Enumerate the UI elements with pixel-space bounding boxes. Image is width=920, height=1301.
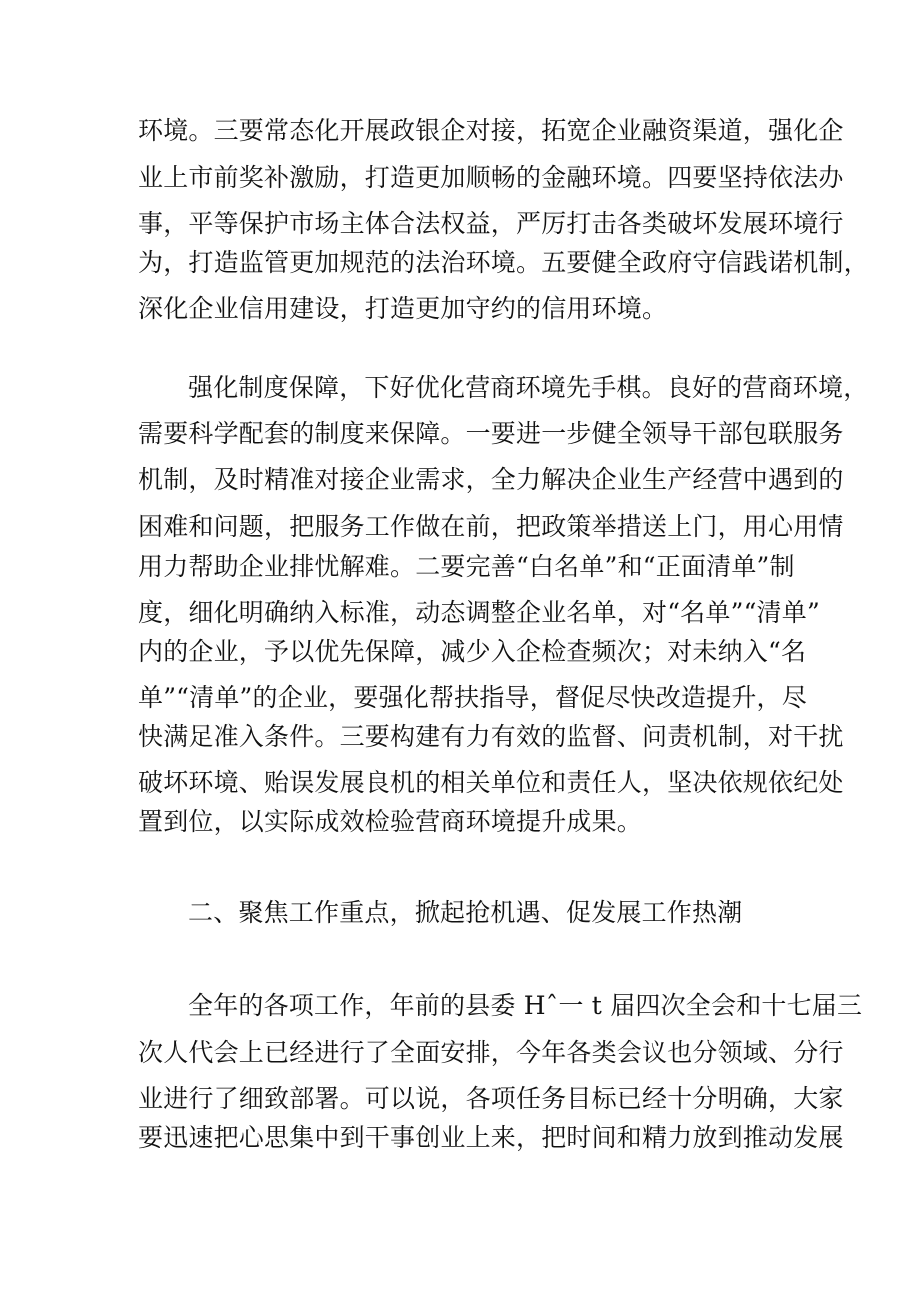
paragraph-1-line-4: 为，打造监管更加规范的法治环境。五要健全政府守信践诺机制， bbox=[138, 248, 869, 277]
paragraph-1-line-2: 业上市前奖补激励，打造更加顺畅的金融环境。四要坚持依法办 bbox=[138, 163, 844, 192]
paragraph-2-line-5: 用力帮助企业排忧解难。二要完善“白名单”和“正面清单”制 bbox=[138, 552, 795, 581]
paragraph-1-line-1: 环境。三要常态化开展政银企对接，拓宽企业融资渠道，强化企 bbox=[138, 116, 844, 145]
paragraph-2-line-4: 困难和问题，把服务工作做在前，把政策举措送上门，用心用情 bbox=[138, 512, 844, 541]
section-heading: 二、聚焦工作重点，掀起抢机遇、促发展工作热潮 bbox=[188, 898, 743, 927]
paragraph-1-line-3: 事，平等保护市场主体合法权益，严厉打击各类破坏发展环境行 bbox=[138, 209, 844, 238]
paragraph-3-line-1: 全年的各项工作，年前的县委 Hˆ一 t 届四次全会和十七届三 bbox=[188, 991, 863, 1020]
paragraph-2-line-1: 强化制度保障，下好优化营商环境先手棋。良好的营商环境， bbox=[188, 373, 869, 402]
paragraph-2-line-7: 内的企业，予以优先保障，减少入企检查频次；对未纳入“名 bbox=[138, 637, 807, 666]
paragraph-2-line-3: 机制，及时精准对接企业需求，全力解决企业生产经营中遇到的 bbox=[138, 465, 844, 494]
paragraph-3-line-3: 业进行了细致部署。可以说，各项任务目标已经十分明确，大家 bbox=[138, 1084, 844, 1113]
paragraph-2-line-9: 快满足准入条件。三要构建有力有效的监督、问责机制，对干扰 bbox=[138, 722, 844, 751]
paragraph-2-line-11: 置到位，以实际成效检验营商环境提升成果。 bbox=[138, 807, 643, 836]
paragraph-1-line-5: 深化企业信用建设，打造更加守约的信用环境。 bbox=[138, 294, 668, 323]
paragraph-2-line-8: 单”“清单”的企业，要强化帮扶指导，督促尽快改造提升，尽 bbox=[138, 683, 807, 712]
paragraph-2-line-6: 度，细化明确纳入标准，动态调整企业名单，对“名单”“清单” bbox=[138, 598, 820, 627]
paragraph-3-line-4: 要迅速把心思集中到干事创业上来，把时间和精力放到推动发展 bbox=[138, 1123, 844, 1152]
paragraph-2-line-10: 破坏环境、贻误发展良机的相关单位和责任人，坚决依规依纪处 bbox=[138, 768, 844, 797]
paragraph-3-line-2: 次人代会上已经进行了全面安排，今年各类会议也分领域、分行 bbox=[138, 1038, 844, 1067]
paragraph-2-line-2: 需要科学配套的制度来保障。一要进一步健全领导干部包联服务 bbox=[138, 419, 844, 448]
